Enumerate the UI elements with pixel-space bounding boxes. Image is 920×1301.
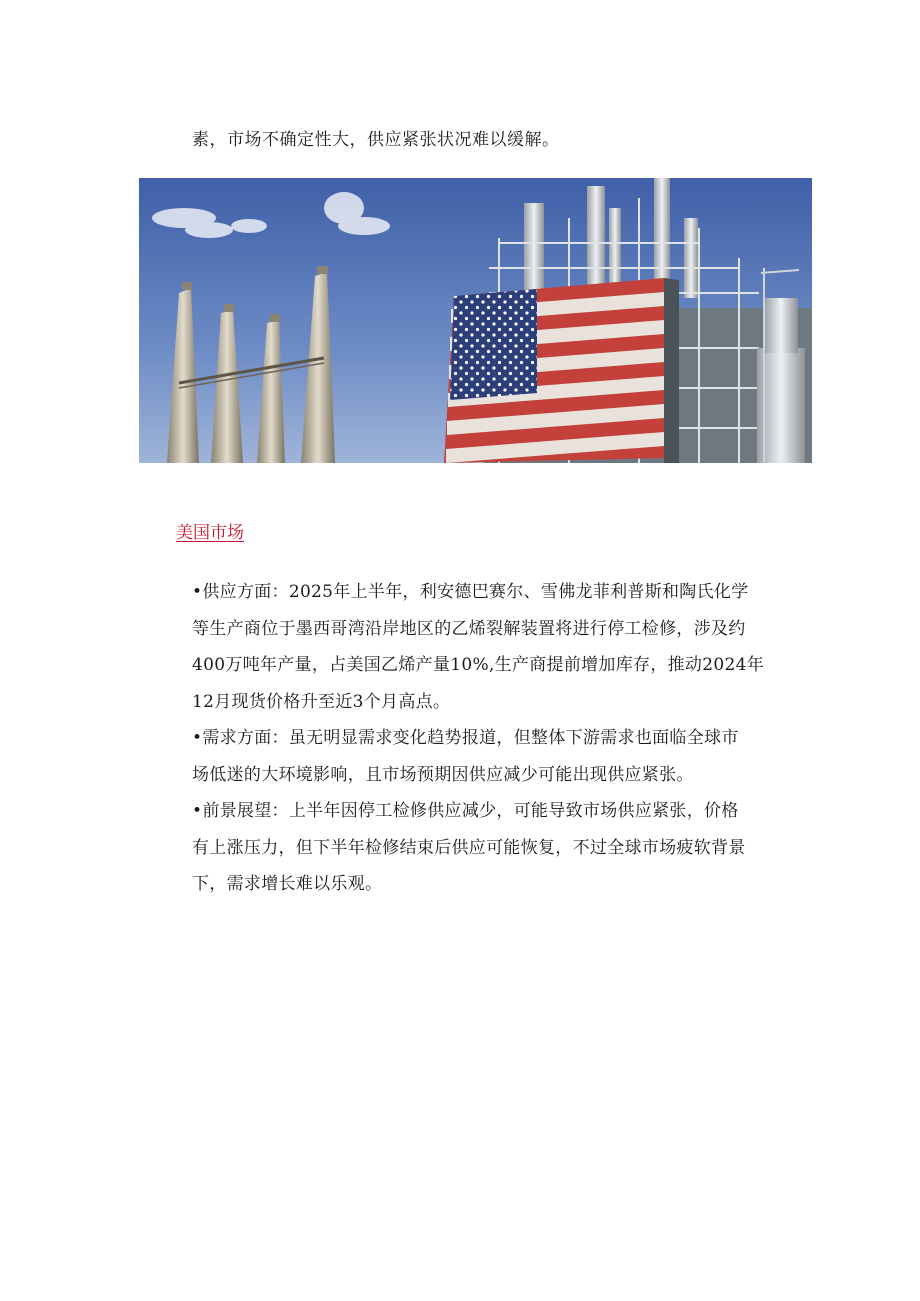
text-line: 有上涨压力，但下半年检修结束后供应可能恢复，不过全球市场疲软背景 xyxy=(192,837,746,858)
outlook-paragraph xyxy=(192,793,792,903)
refinery-photo xyxy=(139,178,812,463)
us-flag-icon xyxy=(444,278,679,463)
text-line: 等生产商位于墨西哥湾沿岸地区的乙烯裂解装置将进行停工检修，涉及约 xyxy=(192,618,746,639)
supply-paragraph xyxy=(192,574,792,720)
text-line: •前景展望：上半年因停工检修供应减少，可能导致市场供应紧张，价格 xyxy=(192,801,739,821)
demand-paragraph xyxy=(192,720,792,793)
text-line: 12月现货价格升至近3个月高点。 xyxy=(192,691,451,712)
intro-text: 素，市场不确定性大，供应紧张状况难以缓解。 xyxy=(192,130,560,150)
text-line: 下，需求增长难以乐观。 xyxy=(192,874,383,894)
body-text xyxy=(192,574,792,903)
text-line: •需求方面：虽无明显需求变化趋势报道，但整体下游需求也面临全球市 xyxy=(192,728,739,748)
text-line: 场低迷的大环境影响，且市场预期因供应减少可能出现供应紧张。 xyxy=(192,764,694,785)
section-heading: 美国市场 xyxy=(176,523,244,543)
text-line: 400万吨年产量，占美国乙烯产量10%,生产商提前增加库存，推动2024年 xyxy=(192,655,764,675)
text-line: •供应方面：2025年上半年，利安德巴赛尔、雪佛龙菲利普斯和陶氏化学 xyxy=(192,582,749,602)
